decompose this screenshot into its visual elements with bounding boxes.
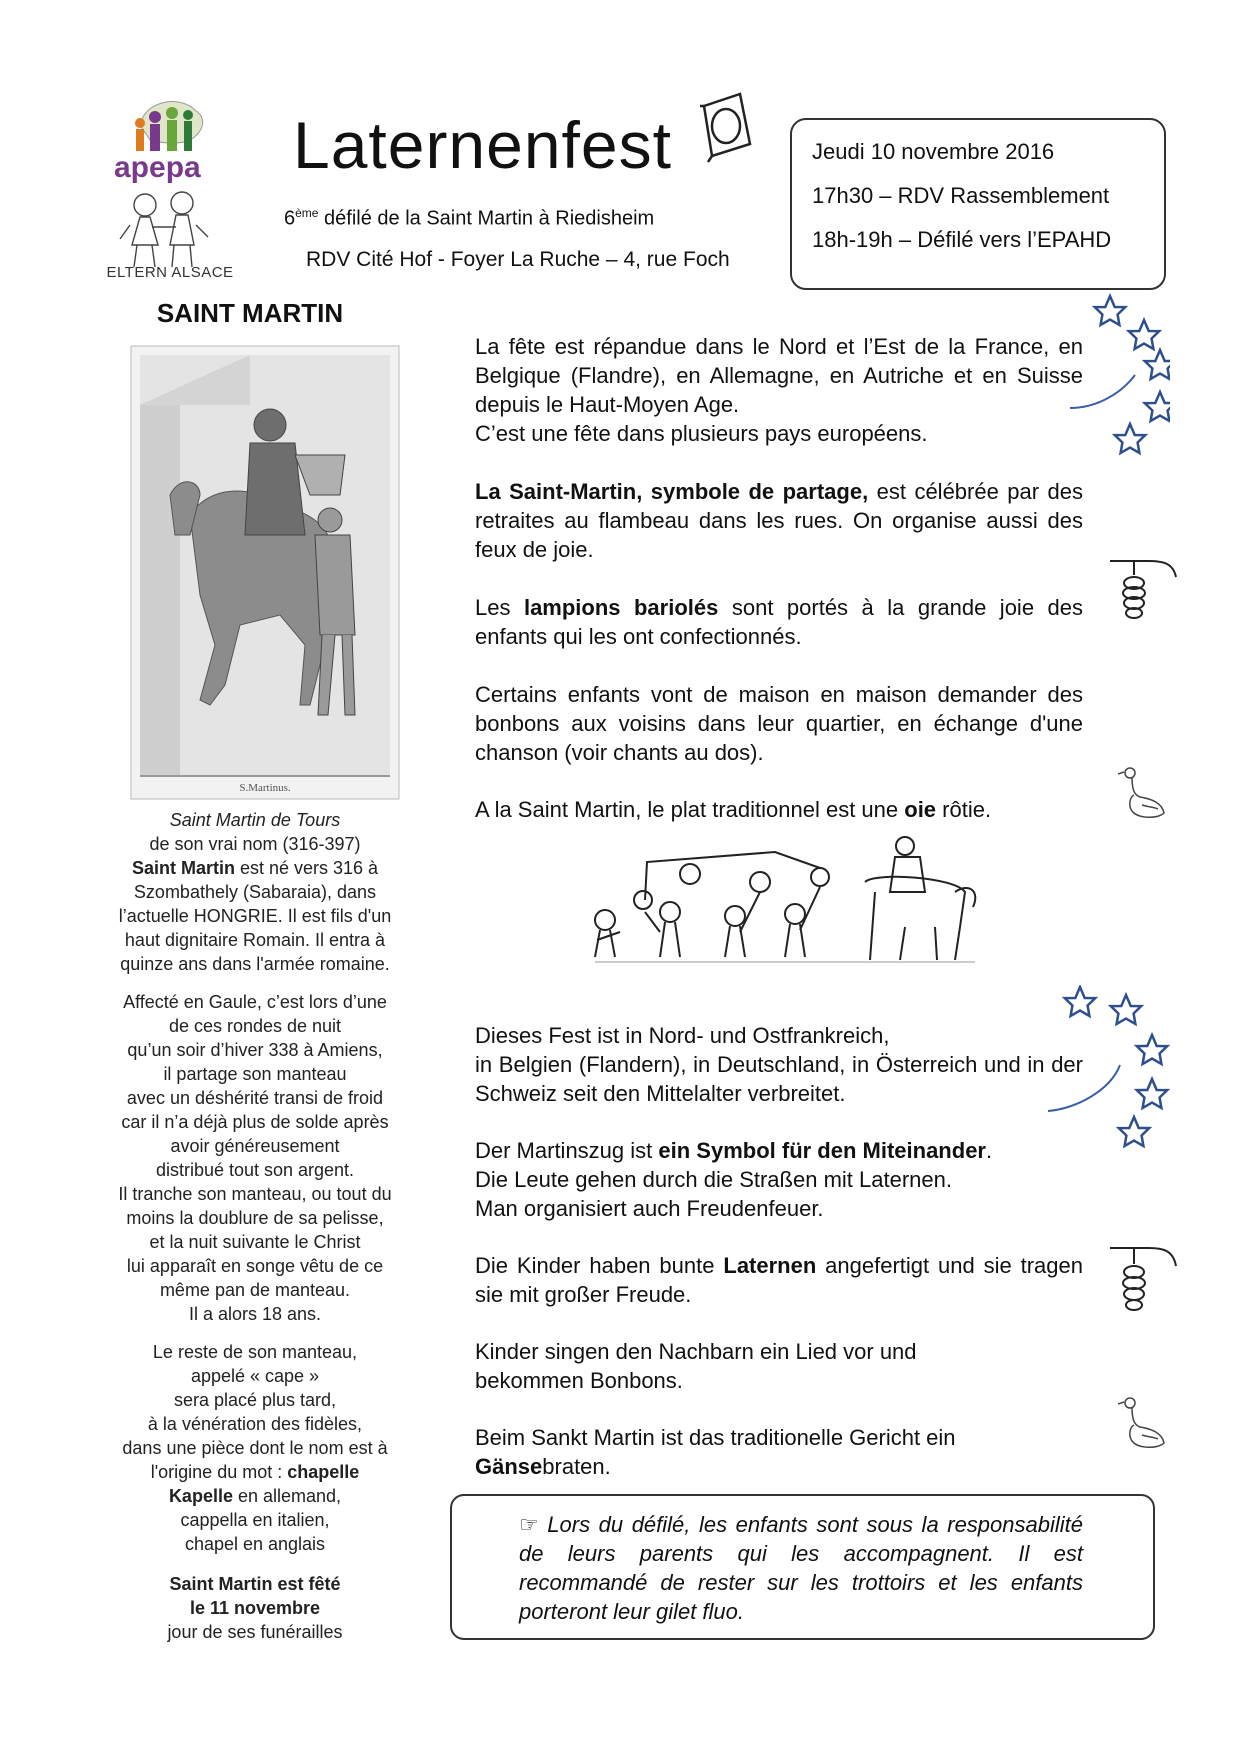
event-date: Jeudi 10 novembre 2016 [812,139,1055,164]
lantern-procession-illustration [575,832,995,982]
pointing-hand-icon: ☞ [519,1512,539,1537]
fr-paragraph-2: La Saint-Martin, symbole de partage, est célébrée par des retraites au flambeau dans les rues. On organise aussi des feux de joie. [475,479,1083,562]
paper-lantern-icon [1108,1238,1178,1318]
de-paragraph-4: Kinder singen den Nachbarn ein Lied vor und bekommen Bonbons. [475,1339,917,1393]
biography-paragraph-3: Le reste de son manteau, appelé « cape » sera placé plus tard, à la vénération des fidèles, dans une pièce dont le nom est à l'origine du mot : chapelle Kapelle en allemand, cappella en italien, chapel en anglais [122,1342,388,1554]
de-paragraph-1: Dieses Fest ist in Nord- und Ostfrankreich, in Belgien (Flandern), in Deutschland, in Österreich und in der Schweiz seit den Mittelalter verbreitet. [475,1023,1083,1106]
fr-paragraph-3: Les lampions bariolés sont portés à la grande joie des enfants qui les ont confectionnés. [475,595,1083,649]
saint-martin-engraving [130,345,400,800]
lantern-icon [690,86,760,166]
fr-paragraph-5: A la Saint Martin, le plat traditionnel est une oie rôtie. [475,797,992,822]
subtitle: 6ème défilé de la Saint Martin à Riedisheim [284,206,655,230]
safety-notice-box: ☞ Lors du défilé, les enfants sont sous la responsabilité de leurs parents qui les accompagnent. Il est recommandé de rester sur les trottoirs et les enfants porteront leur gilet fluo. [450,1494,1155,1640]
de-paragraph-3: Die Kinder haben bunte Laternen angefertigt und sie tragen sie mit großer Freude. [475,1253,1083,1307]
stars-moon-decoration-2 [1030,985,1170,1165]
page-title: Laternenfest [293,108,672,182]
logo-caption: ELTERN ALSACE [106,264,234,281]
event-meeting-time: 17h30 – RDV Rassemblement [812,183,1110,208]
event-info-box [790,118,1166,290]
event-parade-time: 18h-19h – Défilé vers l’EPAHD [812,227,1112,252]
goose-icon [1118,1395,1168,1455]
fr-paragraph-4: Certains enfants vont de maison en maison demander des bonbons aux voisins dans leur quartier, en échange d'une chanson (voir chants au dos). [475,682,1083,765]
saint-martin-heading: SAINT MARTIN [156,298,344,328]
fr-paragraph-1: La fête est répandue dans le Nord et l’Est de la France, en Belgique (Flandre), en Allemagne, en Autriche et en Suisse depuis le Haut-Moyen Age. C’est une fête dans plusieurs pays européens. [475,334,1083,446]
apepa-logo [100,95,240,285]
engraving-caption: S.Martinus. [239,782,291,794]
biography-paragraph-1: Saint Martin de Tours de son vrai nom (316-397) Saint Martin est né vers 316 à Szombathely (Sabaraia), dans l’actuelle HONGRIE. Il est fils d'un haut dignitaire Romain. Il entra à quinze ans dans l'armée romaine. [118,810,392,974]
meeting-address: RDV Cité Hof - Foyer La Ruche – 4, rue Foch [306,248,730,271]
feast-date-paragraph: Saint Martin est fêté le 11 novembre jour de ses funérailles [167,1574,343,1642]
biography-paragraph-2: Affecté en Gaule, c’est lors d’une de ces rondes de nuit qu’un soir d’hiver 338 à Amiens, il partage son manteau avec un déshérité transi de froid car il n’a déjà plus de solde après avoir généreusement distribué tout son argent. Il tranche son manteau, ou tout du moins la doublure de sa pelisse, et la nuit suivante le Christ lui apparaît en songe vêtu de ce même pan de manteau. Il a alors 18 ans. [118,992,392,1324]
logo-wordmark: apepa [114,151,201,184]
de-paragraph-2: Der Martinszug ist ein Symbol für den Miteinander. Die Leute gehen durch die Straßen mit Laternen. Man organisiert auch Freudenfeuer. [475,1138,993,1221]
paper-lantern-icon [1108,553,1178,628]
stars-moon-decoration-1 [1060,290,1170,470]
goose-icon [1118,765,1168,825]
de-paragraph-5: Beim Sankt Martin ist das traditionelle Gericht ein Gänsebraten. [475,1425,956,1479]
